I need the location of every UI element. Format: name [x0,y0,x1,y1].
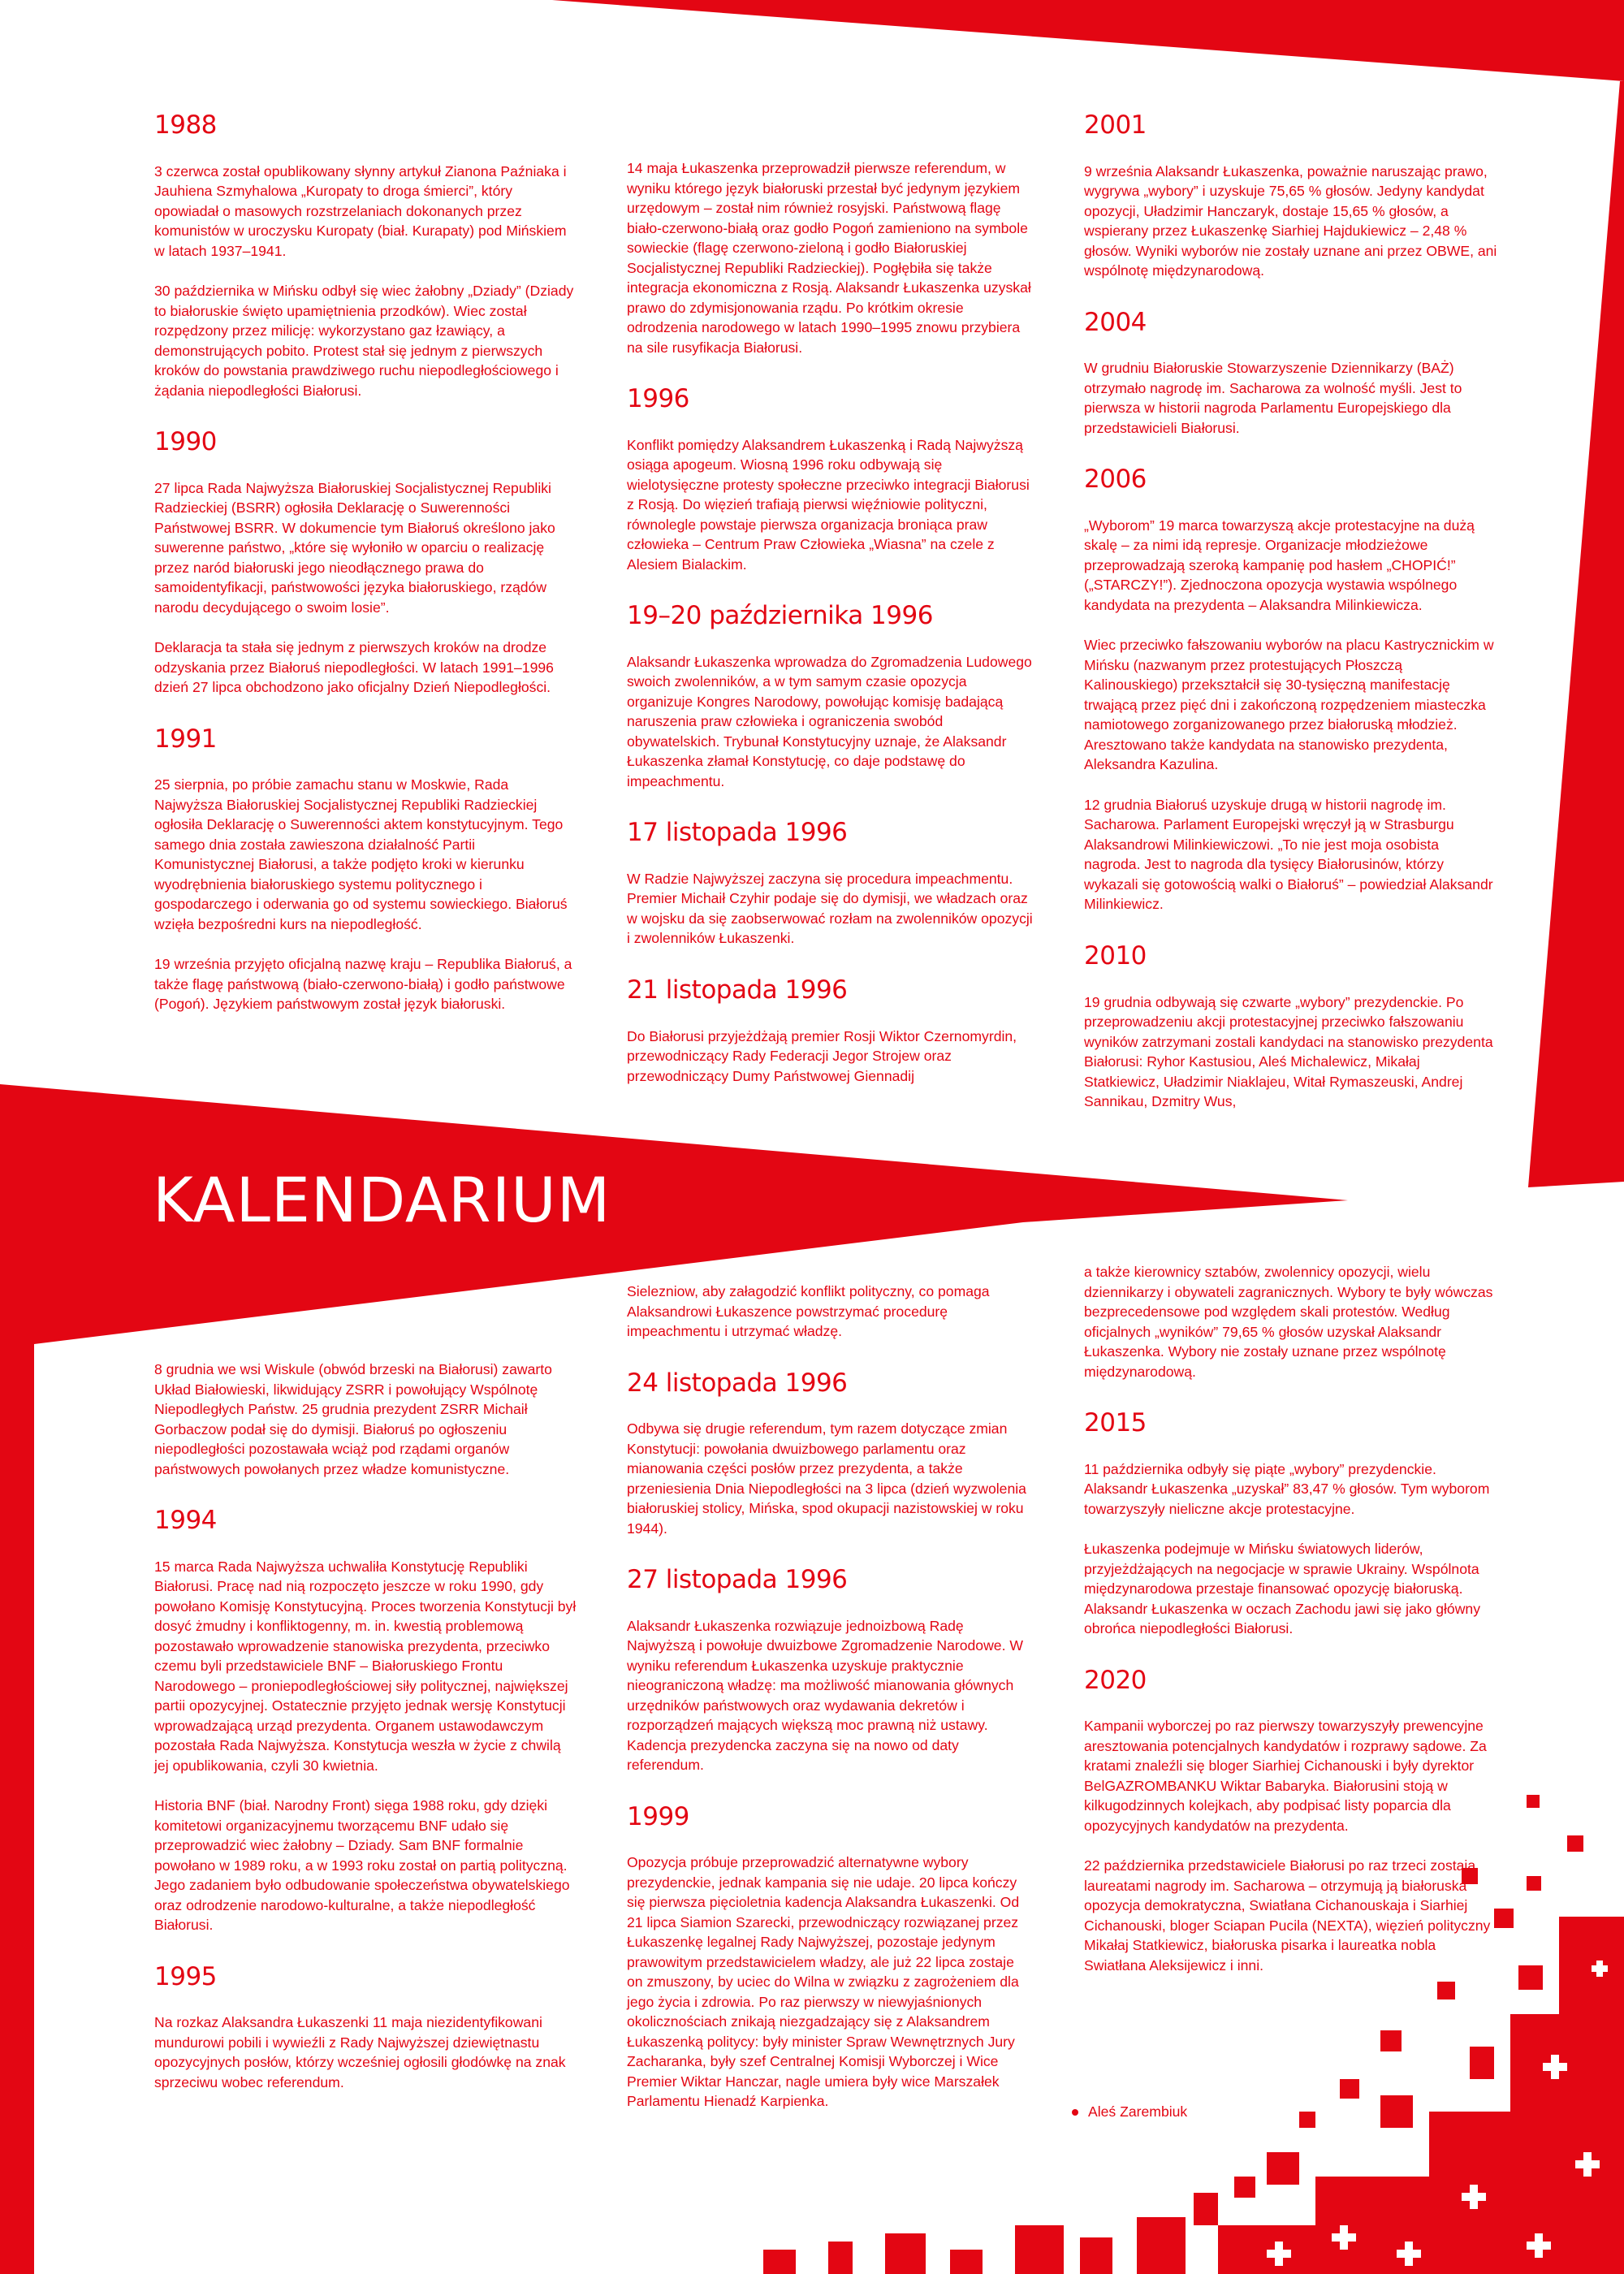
section-paragraph: 8 grudnia we wsi Wiskule (obwód brzeski na Białorusi) zawarto Układ Białowieski, likwidujący ZSRR i powołujący Wspólnotę Niepodległych Państw. 25 grudnia prezydent ZSRR Michaił Gorbaczow podał się do dymisji. Białoruś po ogłoszeniu niepodległości pozostawała wciąż pod rządami organów państwowych powołanych przez władze komunistyczne. [154,1361,552,1477]
section-paragraph: W Radzie Najwyższej zaczyna się procedura impeachmentu. Premier Michaił Czyhir podaje się do dymisji, we władzach oraz w wojsku da się zaobserwować rozłam na zwolenników opozycji i zwolenników Łukaszenki. [627,870,1033,947]
section-paragraph: Historia BNF (biał. Narodny Front) sięga 1988 roku, gdy dzięki komitetowi organizacyjnemu tworzącemu BNF udało się przeprowadzić wiec żałobny – Dziady. Sam BNF formalnie powołano w 1989 roku, a w 1993 roku został on partią polityczną. Jego zadaniem było odbudowanie społeczeństwa obywatelskiego oraz odrodzenie narodowo-kulturalne, a także niepodległość Białorusi. [154,1797,570,1934]
section-paragraph: Konflikt pomiędzy Alaksandrem Łukaszenką i Radą Najwyższą osiąga apogeum. Wiosną 1996 roku odbywają się wielotysięczne protesty społeczne przeciwko integracji Białorusi z Rosją. Do więzień trafiają pierwsi więźniowie polityczni, równolegle powstaje pierwsza organizacja broniąca praw człowieka – Centrum Praw Człowieka „Wiasna” na czele z Alesiem Bialackim. [627,436,1030,573]
timeline-section [627,158,1033,357]
timeline-section [1084,1667,1498,1976]
section-paragraph: 11 października odbyły się piąte „wybory” prezydenckie. Alaksandr Łukaszenka „uzyskał” 83,47 % głosów. Tym wyborom towarzyszyły nieliczne akcje protestacyjne. [1084,1460,1490,1517]
section-paragraph: 25 sierpnia, po próbie zamachu stanu w Moskwie, Rada Najwyższa Białoruskiej Socjalistycznej Republiki Radzieckiej ogłosiła Deklarację o Suwerenności aktem konstytucyjnym. Tego samego dnia została zawieszona działalność Partii Komunistycznej Białorusi, a także podjęto kroki w kierunku wyodrębnienia białoruskiego systemu politycznego i gospodarczego i oderwania go od systemu sowieckiego. Białoruś wzięła bezpośredni kurs na niepodległość. [154,776,568,932]
section-paragraph: 19 grudnia odbywają się czwarte „wybory” prezydenckie. Po przeprowadzeniu akcji protestacyjnej przeciwko fałszowaniu wyników zatrzymani zostali kandydaci na stanowisko prezydenta Białorusi: Ryhor Kastusiou, Aleś Michalewicz, Mikałaj Statkiewicz, Uładzimir Niaklajeu, Witał Rymaszeuski, Andrej Sannikau, Dzmitry Wus, [1084,993,1493,1110]
timeline-section [627,1566,1033,1775]
timeline-section [627,819,1033,949]
section-paragraph: Sielezniow, aby załagodzić konflikt polityczny, co pomaga Alaksandrowi Łukaszence powstrzymać procedurę impeachmentu i utrzymać władzę. [627,1283,990,1339]
section-heading: 2020 [1084,1665,1147,1695]
bottom-column-2 [627,1282,1033,2139]
timeline-section [627,385,1033,574]
timeline-section [154,111,577,400]
section-heading: 24 listopada 1996 [627,1368,848,1398]
section-heading: 2001 [1084,110,1147,140]
section-heading: 1990 [154,427,217,457]
section-paragraph: 14 maja Łukaszenka przeprowadził pierwsze referendum, w wyniku którego język białoruski przestał być jedynym językiem urzędowym – został nim również rosyjski. Państwową flagę biało-czerwono-białą oraz godło Pogoń zamieniono na symbole sowieckie (flagę czerwono-zieloną i godło Białoruskiej Socjalistycznej Republiki Radzieckiej). Pogłębiła się także integracja ekonomiczna z Rosją. Alaksandr Łukaszenka uzyskał prawo do zdymisjonowania rządu. Po krótkim okresie odrodzenia narodowego w latach 1990–1995 znowu przybiera na sile rusyfikacja Białorusi. [627,160,1031,356]
section-heading: 17 listopada 1996 [627,818,848,848]
section-paragraph: a także kierownicy sztabów, zwolennicy opozycji, wielu dziennikarzy i obywateli zagranicznych. Wybory te były wówczas bezprecedensowe pod względem skali protestów. Według oficjalnych „wyników” 79,65 % głosów uzyskał Alaksandr Łukaszenka. Wybory nie zostały uznane przez wspólnotę międzynarodową. [1084,1264,1493,1380]
section-paragraph: 19 września przyjęto oficjalną nazwę kraju – Republika Białoruś, a także flagę państwową (biało-czerwono-białą) i godło państwowe (Pogoń). Językiem państwowym został język białoruski. [154,956,572,1013]
section-paragraph: W grudniu Białoruskie Stowarzyszenie Dziennikarzy (BAŻ) otrzymało nagrodę im. Sacharowa za wolność myśli. Jest to pierwsza w historii nagroda Parlamentu Europejskiego dla przedstawicieli Białorusi. [1084,360,1462,436]
section-paragraph: Wiec przeciwko fałszowaniu wyborów na placu Kastrycznickim w Mińsku (nazwanym przez protestujących Płoszczą Kalinouskiego) przekształcił się 30-tysięczną manifestację trwającą przez pięć dni i zakończoną rozpędzeniem miasteczka namiotowego zorganizowanego przez białoruską młodzież. Aresztowano także kandydata na stanowisko prezydenta, Aleksandra Kazulina. [1084,637,1494,773]
timeline-section [627,1803,1033,2112]
section-paragraph: 9 września Alaksandr Łukaszenka, poważnie naruszając prawo, wygrywa „wybory” i uzyskuje 75,65 % głosów. Jedyny kandydat opozycji, Uładzimir Hanczaryk, dostaje 15,65 % głosów, a wspierany przez Łukaszenkę Siarhiej Hajdukiewicz – 2,48 % głosów. Wyniki wyborów nie zostały uznane ani przez OBWE, ani wspólnotę międzynarodową. [1084,162,1497,279]
section-paragraph: Opozycja próbuje przeprowadzić alternatywne wybory prezydenckie, jednak kampania się nie udaje. 20 lipca kończy się pierwsza pięcioletnia kadencja Alaksandra Łukaszenki. Od 21 lipca Siamion Szarecki, przewodniczący rozwiązanej przez Łukaszenkę legalnej Rady Najwyższej, pozostaje jedynym prawowitym przedstawicielem władzy, ale już 22 lipca zostaje on zmuszony, by uciec do Wilna w związku z zagrożeniem dla jego życia i zdrowia. Po raz pierwszy w niewyjaśnionych okolicznościach znikają niezgadzający się z Alaksandrem Łukaszenką politycy: były minister Spraw Wewnętrznych Jury Zacharanka, były szef Centralnej Komisji Wyborczej i Wice Premier Wiktar Hanczar, nagle umiera były wice Marszałek Parlamentu Hienadź Karpienka. [627,1854,1020,2110]
timeline-section [627,1369,1033,1539]
section-heading: 1991 [154,724,217,754]
timeline-section [154,1507,577,1935]
author-credit [1072,2103,1187,2121]
top-column-1 [154,111,577,1042]
section-heading: 1995 [154,1961,217,1991]
timeline-section [1084,111,1498,281]
section-paragraph: 27 lipca Rada Najwyższa Białoruskiej Socjalistycznej Republiki Radzieckiej (BSRR) ogłosiła Deklarację o Suwerenności Państwowej BSRR. W dokumencie tym Białoruś określono jako suwerenne państwo, „które się wyłoniło w oparciu o realizację przez naród białoruski jego nieodłącznego prawa do samoidentyfikacji, państwowości języka białoruskiego, rządów narodu decydującego o swoim losie”. [154,479,555,616]
section-paragraph: 3 czerwca został opublikowany słynny artykuł Zianona Paźniaka i Jauhiena Szmyhalowa „Kuropaty to droga śmierci”, który opowiadał o masowych rozstrzelaniach dokonanych przez komunistów w uroczysku Kuropaty (biał. Kurapaty) pod Mińskiem w latach 1937–1941. [154,162,567,259]
section-paragraph: Odbywa się drugie referendum, tym razem dotyczące zmian Konstytucji: powołania dwuizbowego parlamentu oraz mianowania części posłów przez prezydenta, a także przeniesienia Dnia Niepodległości na 3 lipca (dzień wyzwolenia białoruskiej stolicy, Mińska, spod okupacji nazistowskiej w roku 1944). [627,1420,1026,1537]
section-paragraph: 30 października w Mińsku odbył się wiec żałobny „Dziady” (Dziady to białoruskie święto upamiętnienia przodków). Wiec został rozpędzony przez milicję: wykorzystano gaz łzawiący, a demonstrujących pobito. Protest stał się jednym z pierwszych kroków do powstania prawdziwego ruchu niepodległościowego i żądania niepodległości Białorusi. [154,283,574,399]
section-heading: 1988 [154,110,217,140]
section-heading: 1999 [627,1801,689,1831]
section-heading: 19–20 października 1996 [627,601,933,631]
timeline-section [154,428,577,698]
timeline-section [154,1963,577,2093]
timeline-section [1084,1262,1498,1381]
timeline-section [154,1360,577,1479]
timeline-section [627,602,1033,791]
section-heading: 2015 [1084,1408,1147,1437]
author-name: Aleś Zarembiuk [1088,2103,1188,2120]
section-heading: 2004 [1084,307,1147,337]
section-paragraph: Alaksandr Łukaszenka wprowadza do Zgromadzenia Ludowego swoich zwolenników, a w tym samym czasie opozycja organizuje Kongres Narodowy, powołując komisję badającą naruszenia praw człowieka i ograniczenia swobód obywatelskich. Trybunał Konstytucyjny uznaje, że Alaksandr Łukaszenka złamał Konstytucję, co daje podstawę do impeachmentu. [627,653,1032,789]
page-title: KALENDARIUM [153,1164,611,1236]
timeline-section [627,976,1033,1086]
bottom-column-3 [1084,1262,1498,2003]
right-edge-red-strip [1528,81,1624,1187]
section-heading: 2010 [1084,940,1147,971]
section-paragraph: Kampanii wyborczej po raz pierwszy towarzyszyły prewencyjne aresztowania potencjalnych kandydatów i rozprawy sądowe. Za kratami znaleźli się bloger Siarhiej Cichanouski i były dyrektor BelGAZROMBANKU Wiktar Babaryka. Białorusini stoją w kilkugodzinnych kolejkach, aby podpisać listy poparcia dla opozycyjnych kandydatów na prezydenta. [1084,1718,1487,1834]
top-column-2 [627,158,1033,1113]
section-heading: 2006 [1084,465,1147,495]
timeline-section [1084,1409,1498,1639]
bullet-dot-icon [1072,2109,1078,2116]
timeline-section [154,725,577,1014]
section-paragraph: Do Białorusi przyjeżdżają premier Rosji Wiktor Czernomyrdin, przewodniczący Rady Federacji Jegor Strojew oraz przewodniczący Dumy Państwowej Giennadij [627,1027,1017,1084]
section-paragraph: „Wyborom” 19 marca towarzyszą akcje protestacyjne na dużą skalę – za nimi idą represje. Organizacje młodzieżowe przeprowadzają szeroką kampanię pod hasłem „CHOPIĆ!” („STARCZY!”). Zjednoczona opozycja wystawia wspólnego kandydata na prezydenta – Alaksandra Milinkiewicza. [1084,517,1475,613]
section-paragraph: 22 października przedstawiciele Białorusi po raz trzeci zostają laureatami nagrody im. Sacharowa – otrzymują ją białoruska opozycja demokratyczna, Swiatłana Cichanouskaja i Siarhiej Cichanouski, bloger Sciapan Pucila (NEXTA), więzień polityczny Mikałaj Statkiewicz, białoruska pisarka i laureatka nobla Swiatłana Aleksijewicz i inni. [1084,1857,1491,1974]
section-heading: 27 listopada 1996 [627,1565,848,1595]
timeline-section [1084,465,1498,914]
timeline-section [627,1282,1033,1342]
section-paragraph: Łukaszenka podejmuje w Mińsku światowych liderów, przyjeżdżających na negocjacje w sprawie Ukrainy. Wspólnota międzynarodowa przestaje finansować opozycję białoruską. Alaksandr Łukaszenka w oczach Zachodu jawi się jako główny obrońca niepodległości Białorusi. [1084,1541,1480,1637]
section-heading: 21 listopada 1996 [627,975,848,1005]
section-paragraph: 12 grudnia Białoruś uzyskuje drugą w historii nagrodę im. Sacharowa. Parlament Europejski wręczył ją w Strasburgu Alaksandrowi Milinkiewiczowi. „To nie jest moja osobista nagroda. Jest to nagroda dla tysięcy Białorusinów, którzy wykazali się gotowością walki o Białoruś” – powiedział Alaksandr Milinkiewicz. [1084,796,1493,913]
section-heading: 1996 [627,384,689,413]
timeline-section [1084,942,1498,1112]
top-column-3 [1084,111,1498,1139]
top-right-red-band [552,0,1624,81]
timeline-section [1084,309,1498,439]
section-paragraph: 15 marca Rada Najwyższa uchwaliła Konstytucję Republiki Białorusi. Pracę nad nią rozpoczęto jeszcze w roku 1990, gdy powołano Komisję Konstytucyjną. Proces tworzenia Konstytucji był dosyć żmudny i konfliktogenny, m. in. kwestią problemową pozostawało wprowadzenie stanowiska prezydenta, przeciwko czemu byli przedstawiciele BNF – Białoruskiego Frontu Narodowego – proniepodległościowej siły politycznej, największej partii opozycyjnej. Ostatecznie przyjęto jednak wersję Konstytucji wprowadzającą urząd prezydenta. Organem ustawodawczym pozostała Rada Najwyższa. Konstytucja weszła w życie z chwilą jej opublikowania, czyli 30 kwietnia. [154,1558,577,1774]
section-heading: 1994 [154,1506,217,1535]
bottom-column-1 [154,1360,577,2120]
section-paragraph: Na rozkaz Alaksandra Łukaszenki 11 maja niezidentyfikowani mundurowi pobili i wywieźli z Rady Najwyższej dziewiętnastu opozycyjnych posłów, którzy wcześniej ogłosili głodówkę na znak sprzeciwu wobec referendum. [154,2014,566,2090]
section-paragraph: Alaksandr Łukaszenka rozwiązuje jednoizbową Radę Najwyższą i powołuje dwuizbowe Zgromadzenie Narodowe. W wyniku referendum Łukaszenka uzyskuje praktycznie nieograniczoną władzę: ma możliwość mianowania głównych urzędników państwowych oraz wydawania dekretów i rozporządzeń mających większą moc prawną niż ustawy. Kadencja prezydencka zaczyna się na nowo od daty referendum. [627,1617,1023,1774]
section-paragraph: Deklaracja ta stała się jednym z pierwszych kroków na drodze odzyskania przez Białoruś niepodległości. W latach 1991–1996 dzień 27 lipca obchodzono jako oficjalny Dzień Niepodległości. [154,639,554,696]
